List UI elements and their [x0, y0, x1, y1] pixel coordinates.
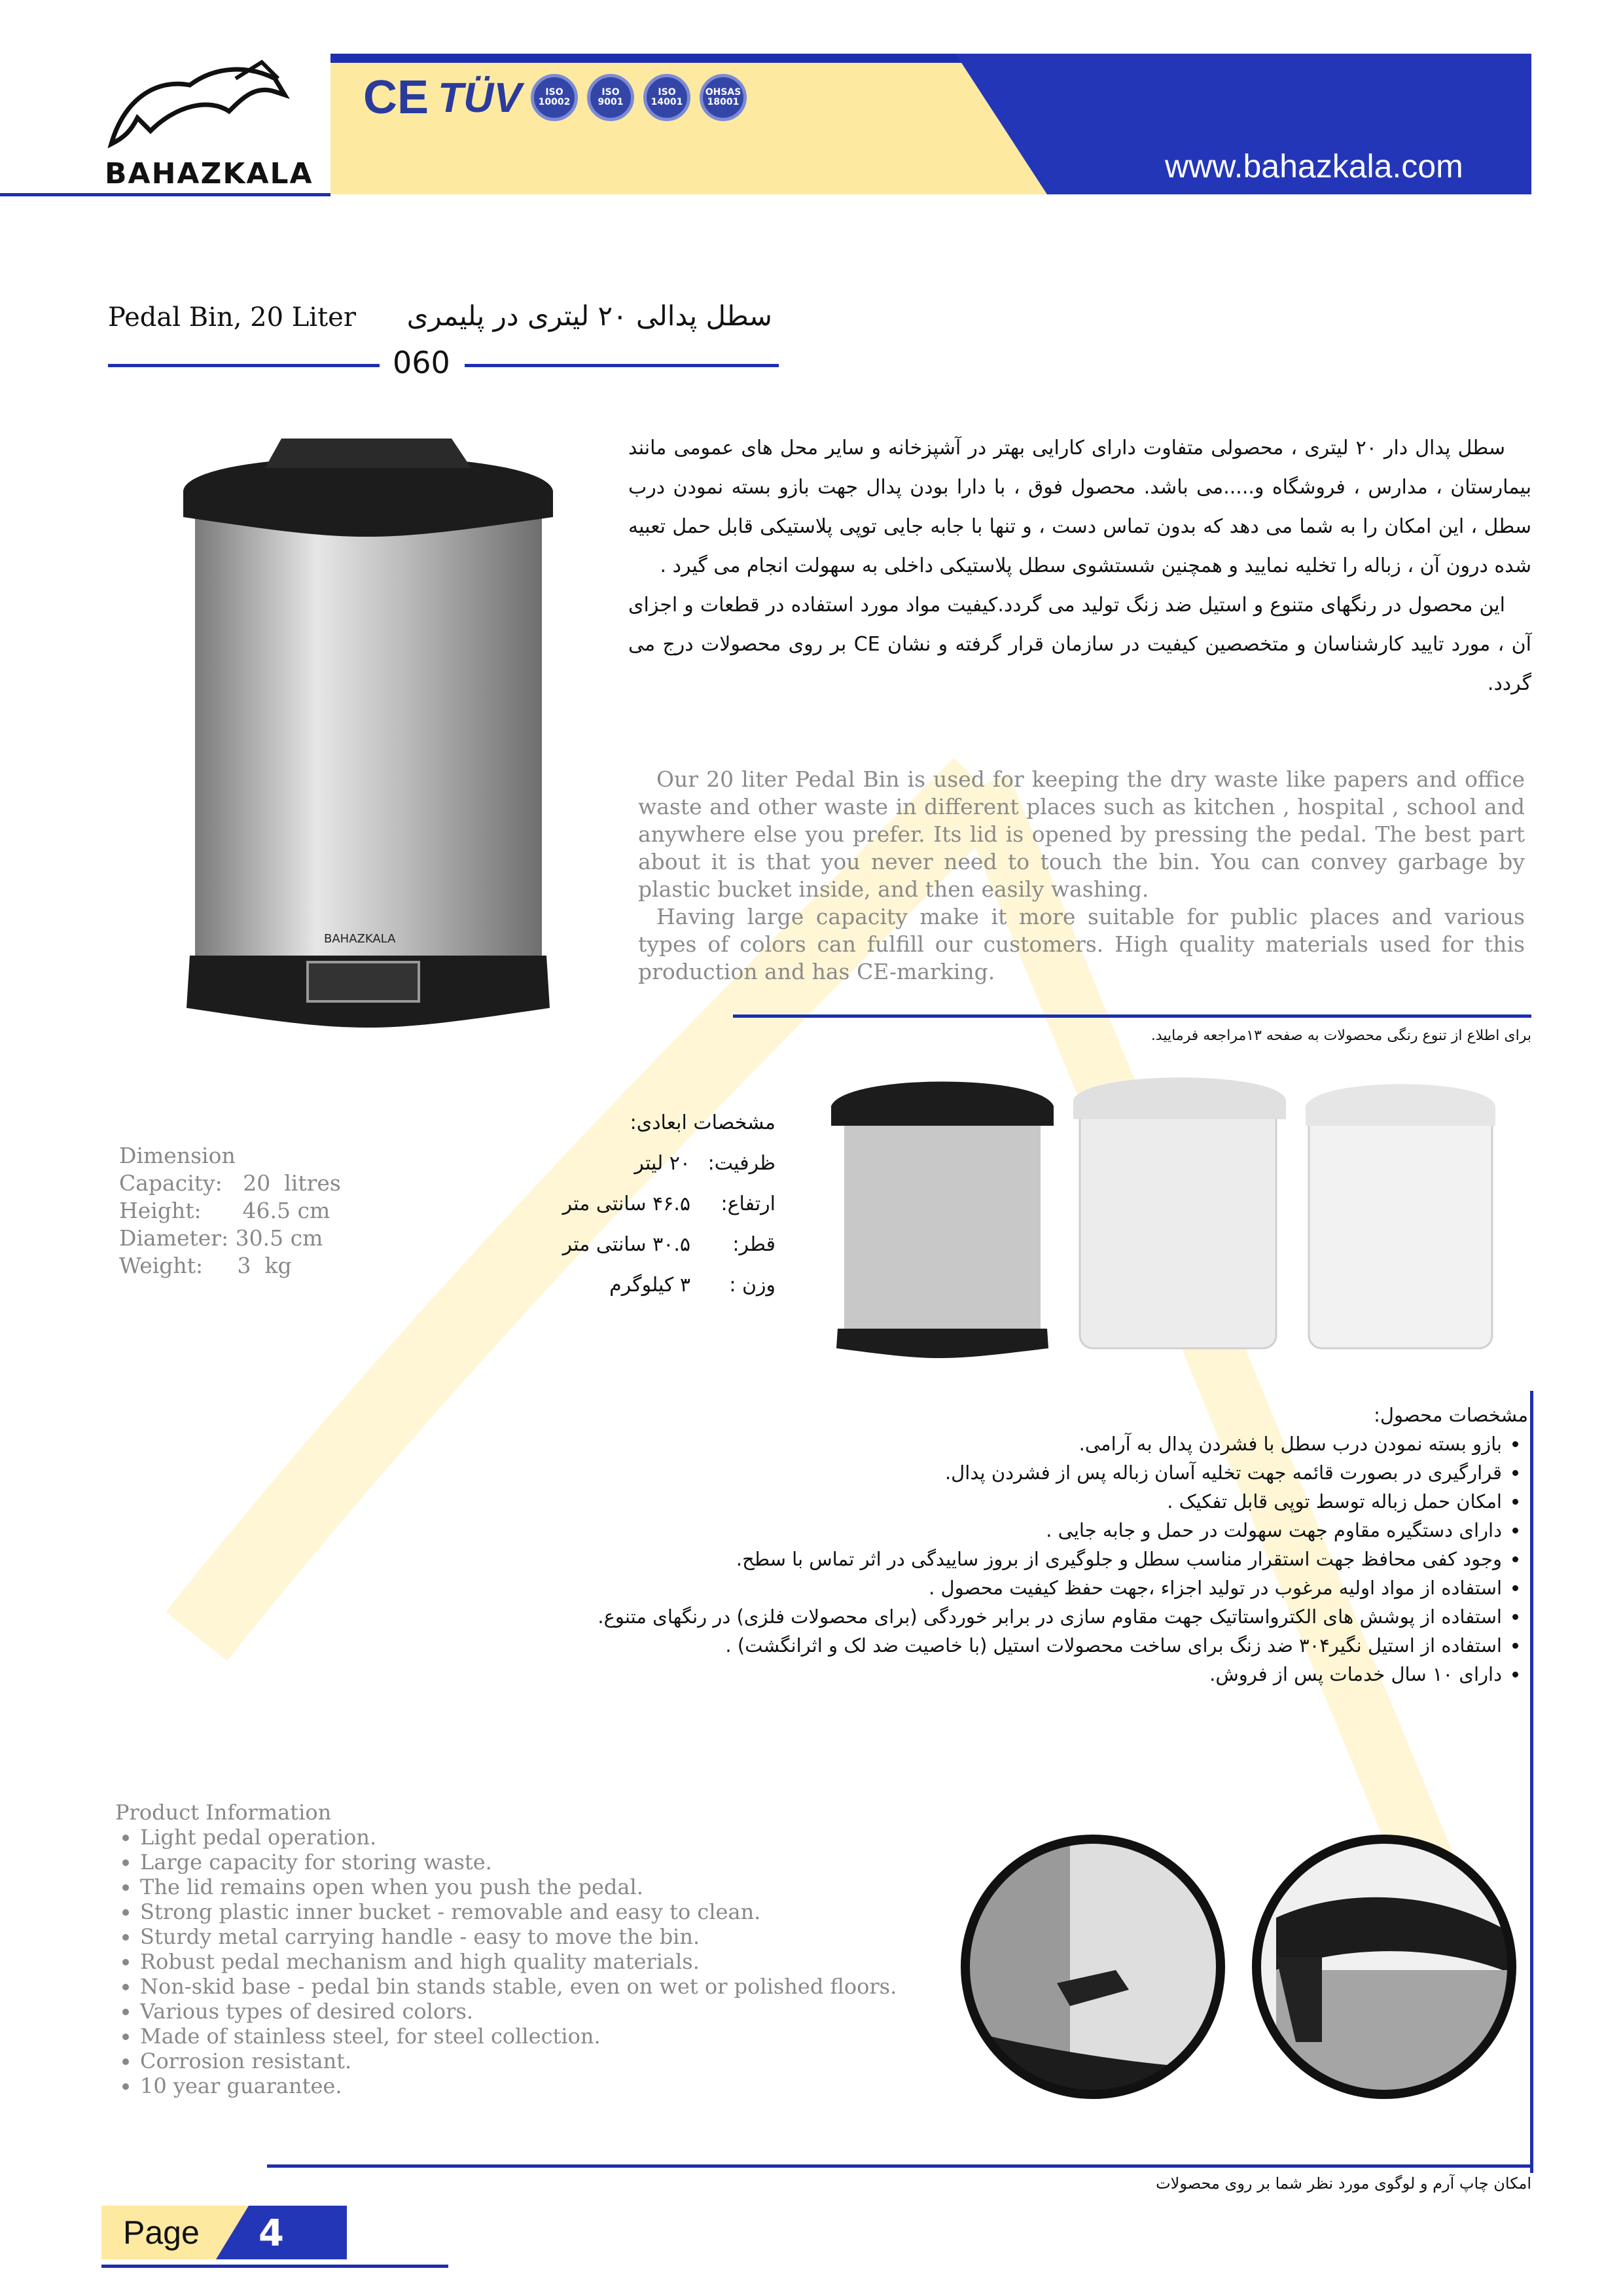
list-item: • دارای دستگیره مقاوم جهت سهولت در حمل و جابه جایی .	[445, 1516, 1502, 1545]
description-persian-p2: این محصول در رنگهای متنوع و استیل ضد زنگ تولید می گردد.کیفیت مواد مورد استفاده در قطعات و اجزای آن ، مورد تایید کارشناسان و متخصصین کیفیت در سازمان قرار گرفته و نشان CE بر روی محصولات درج می گردد.	[628, 594, 1531, 695]
dimensions-english	[119, 1142, 341, 1280]
dimension-fa-row	[524, 1143, 776, 1184]
dimension-fa-value: ۴۶.۵ سانتی متر	[562, 1193, 690, 1215]
list-item: • Made of stainless steel, for steel collection.	[140, 2024, 897, 2049]
dimensions-persian-heading: مشخصات ابعادی:	[630, 1111, 776, 1134]
page-label: Page	[123, 2214, 200, 2251]
dimension-weight: Weight: 3 kg	[119, 1253, 292, 1278]
ce-mark: CE	[363, 71, 429, 124]
product-code: 060	[393, 345, 450, 380]
dimension-fa-key: قطر:	[732, 1233, 776, 1256]
ohsas-18001-seal-icon: OHSAS 18001	[700, 74, 747, 121]
iso-9001-seal-icon: ISO 9001	[587, 74, 634, 121]
list-item: • Non-skid base - pedal bin stands stable, even on wet or polished floors.	[140, 1974, 897, 1999]
certifications	[363, 71, 747, 124]
dimension-capacity: Capacity: 20 litres	[119, 1170, 341, 1196]
list-item: • استفاده از استیل نگیر۳۰۴ ضد زنگ برای ساخت محصولات استیل (با خاصیت ضد لک و اثرانگشت) .	[445, 1631, 1502, 1660]
description-english	[638, 766, 1525, 986]
website-link[interactable]: www.bahazkala.com	[1165, 148, 1463, 185]
dimensions-persian	[524, 1103, 776, 1306]
color-variants-note: برای اطلاع از تنوع رنگی محصولات به صفحه ۱۳مراجعه فرمایید.	[1150, 1028, 1531, 1044]
horse-logo-icon	[98, 39, 294, 154]
list-item: • استفاده از مواد اولیه مرغوب در تولید اجزاء ،جهت حفظ کیفیت محصول .	[445, 1573, 1502, 1602]
iso-14001-seal-icon: ISO 14001	[643, 74, 690, 121]
detail-lid-closeup	[1250, 1833, 1518, 2101]
variant-white-1	[1073, 1077, 1286, 1348]
title-rule-right	[465, 364, 779, 367]
page-number: 4	[259, 2212, 284, 2255]
list-item: • امکان حمل زباله توسط توپی قابل تفکیک .	[445, 1487, 1502, 1516]
features-persian-heading: مشخصات محصول:	[1374, 1404, 1528, 1426]
list-item: • Robust pedal mechanism and high quality materials.	[140, 1949, 897, 1974]
product-image-pedal-bin	[177, 419, 563, 1047]
list-item: • بازو بسته نمودن درب سطل با فشردن پدال به آرامی.	[445, 1429, 1502, 1458]
svg-text:BAHAZKALA: BAHAZKALA	[324, 932, 396, 946]
list-item: • Various types of desired colors.	[140, 1999, 897, 2024]
dimension-fa-value: ۲۰ لیتر	[634, 1152, 690, 1175]
title-english: Pedal Bin, 20 Liter	[108, 302, 356, 332]
page-number-tag	[101, 2206, 344, 2259]
dimension-fa-row	[524, 1184, 776, 1225]
title-rule-left	[108, 364, 380, 367]
features-english-heading: Product Information	[115, 1800, 332, 1825]
list-item: • دارای ۱۰ سال خدمات پس از فروش.	[445, 1660, 1502, 1689]
description-rule	[733, 1014, 1531, 1018]
list-item: • قرارگیری در بصورت قائمه جهت تخلیه آسان زباله پس از فشردن پدال.	[445, 1458, 1502, 1487]
dimension-fa-key: ظرفیت:	[707, 1152, 776, 1175]
tuv-mark: TÜV	[438, 74, 522, 121]
logo-printing-note: امکان چاپ آرم و لوگوی مورد نظر شما بر روی محصولات	[1156, 2174, 1531, 2193]
features-side-rule	[1530, 1391, 1533, 2173]
dimension-fa-key: ارتفاع:	[721, 1193, 776, 1215]
dimension-fa-value: ۳۰.۵ سانتی متر	[562, 1233, 690, 1256]
features-persian	[445, 1401, 1528, 1689]
dimension-height: Height: 46.5 cm	[119, 1198, 330, 1223]
dimensions-english-heading: Dimension	[119, 1143, 236, 1168]
description-english-p1: Our 20 liter Pedal Bin is used for keeping the dry waste like papers and office waste and other waste in different places such as kitchen , hospital , school and anywhere else you prefer. Its lid is opened by pressing the pedal. The best part about it is that you never need to touch the bin. You can convey garbage by plastic bucket inside, and then easily washing.	[638, 766, 1525, 902]
features-english	[115, 1800, 897, 2098]
list-item: • وجود کفی محافظ جهت استقرار مناسب سطل و جلوگیری از بروز ساییدگی در اثر تماس با سطح.	[445, 1545, 1502, 1573]
dimension-fa-row	[524, 1265, 776, 1306]
list-item: • 10 year guarantee.	[140, 2073, 897, 2098]
dimension-fa-row	[524, 1225, 776, 1265]
features-persian-list	[445, 1429, 1528, 1689]
brand-name: BAHAZKALA	[105, 157, 313, 190]
list-item: • Strong plastic inner bucket - removable and easy to clean.	[140, 1899, 897, 1924]
page-tag-underline	[101, 2265, 448, 2268]
description-persian	[628, 429, 1531, 704]
brand-logo	[98, 39, 313, 196]
dimension-fa-value: ۳ کیلوگرم	[609, 1274, 690, 1297]
list-item: • Light pedal operation.	[140, 1825, 897, 1850]
description-english-p2: Having large capacity make it more suitable for public places and various types of colors can fulfill our customers. High quality materials used for this production and has CE-marking.	[638, 904, 1525, 984]
list-item: • Large capacity for storing waste.	[140, 1850, 897, 1874]
list-item: • Sturdy metal carrying handle - easy to move the bin.	[140, 1924, 897, 1949]
header-left-rule	[0, 193, 330, 196]
description-persian-p1: سطل پدال دار ۲۰ لیتری ، محصولی متفاوت دارای کارایی بهتر در آشپزخانه و سایر محل های عمومی مانند بیمارستان ، مدارس ، فروشگاه و.....می باشد. محصول فوق ، با دارا بودن پدال جهت بازو بسته نمودن درب سطل ، این امکان را به شما می دهد که بدون تماس دست ، و تنها با جابه جایی توپی پلاستیکی قابل حمل تعبیه شده درون آن ، زباله را تخلیه نمایید و همچنین شستشوی سطل پلاستیکی داخلی به سهولت انجام می گیرد .	[628, 437, 1531, 577]
footer-rule	[267, 2164, 1531, 2168]
product-variants-image	[805, 1073, 1499, 1361]
iso-10002-seal-icon: ISO 10002	[531, 74, 578, 121]
features-english-list	[115, 1825, 897, 2098]
list-item: • Corrosion resistant.	[140, 2049, 897, 2073]
title-persian: سطل پدالی ۲۰ لیتری در پلیمری	[406, 300, 772, 332]
variant-white-2	[1306, 1084, 1495, 1348]
list-item: • The lid remains open when you push the pedal.	[140, 1874, 897, 1899]
detail-pedal-closeup	[959, 1833, 1227, 2101]
variant-steel	[831, 1082, 1054, 1359]
dimension-diameter: Diameter: 30.5 cm	[119, 1225, 323, 1251]
dimension-fa-key: وزن :	[729, 1274, 776, 1297]
list-item: • استفاده از پوشش های الکترواستاتیک جهت مقاوم سازی در برابر خوردگی (برای محصولات فلزی) در رنگهای متنوع.	[445, 1602, 1502, 1631]
